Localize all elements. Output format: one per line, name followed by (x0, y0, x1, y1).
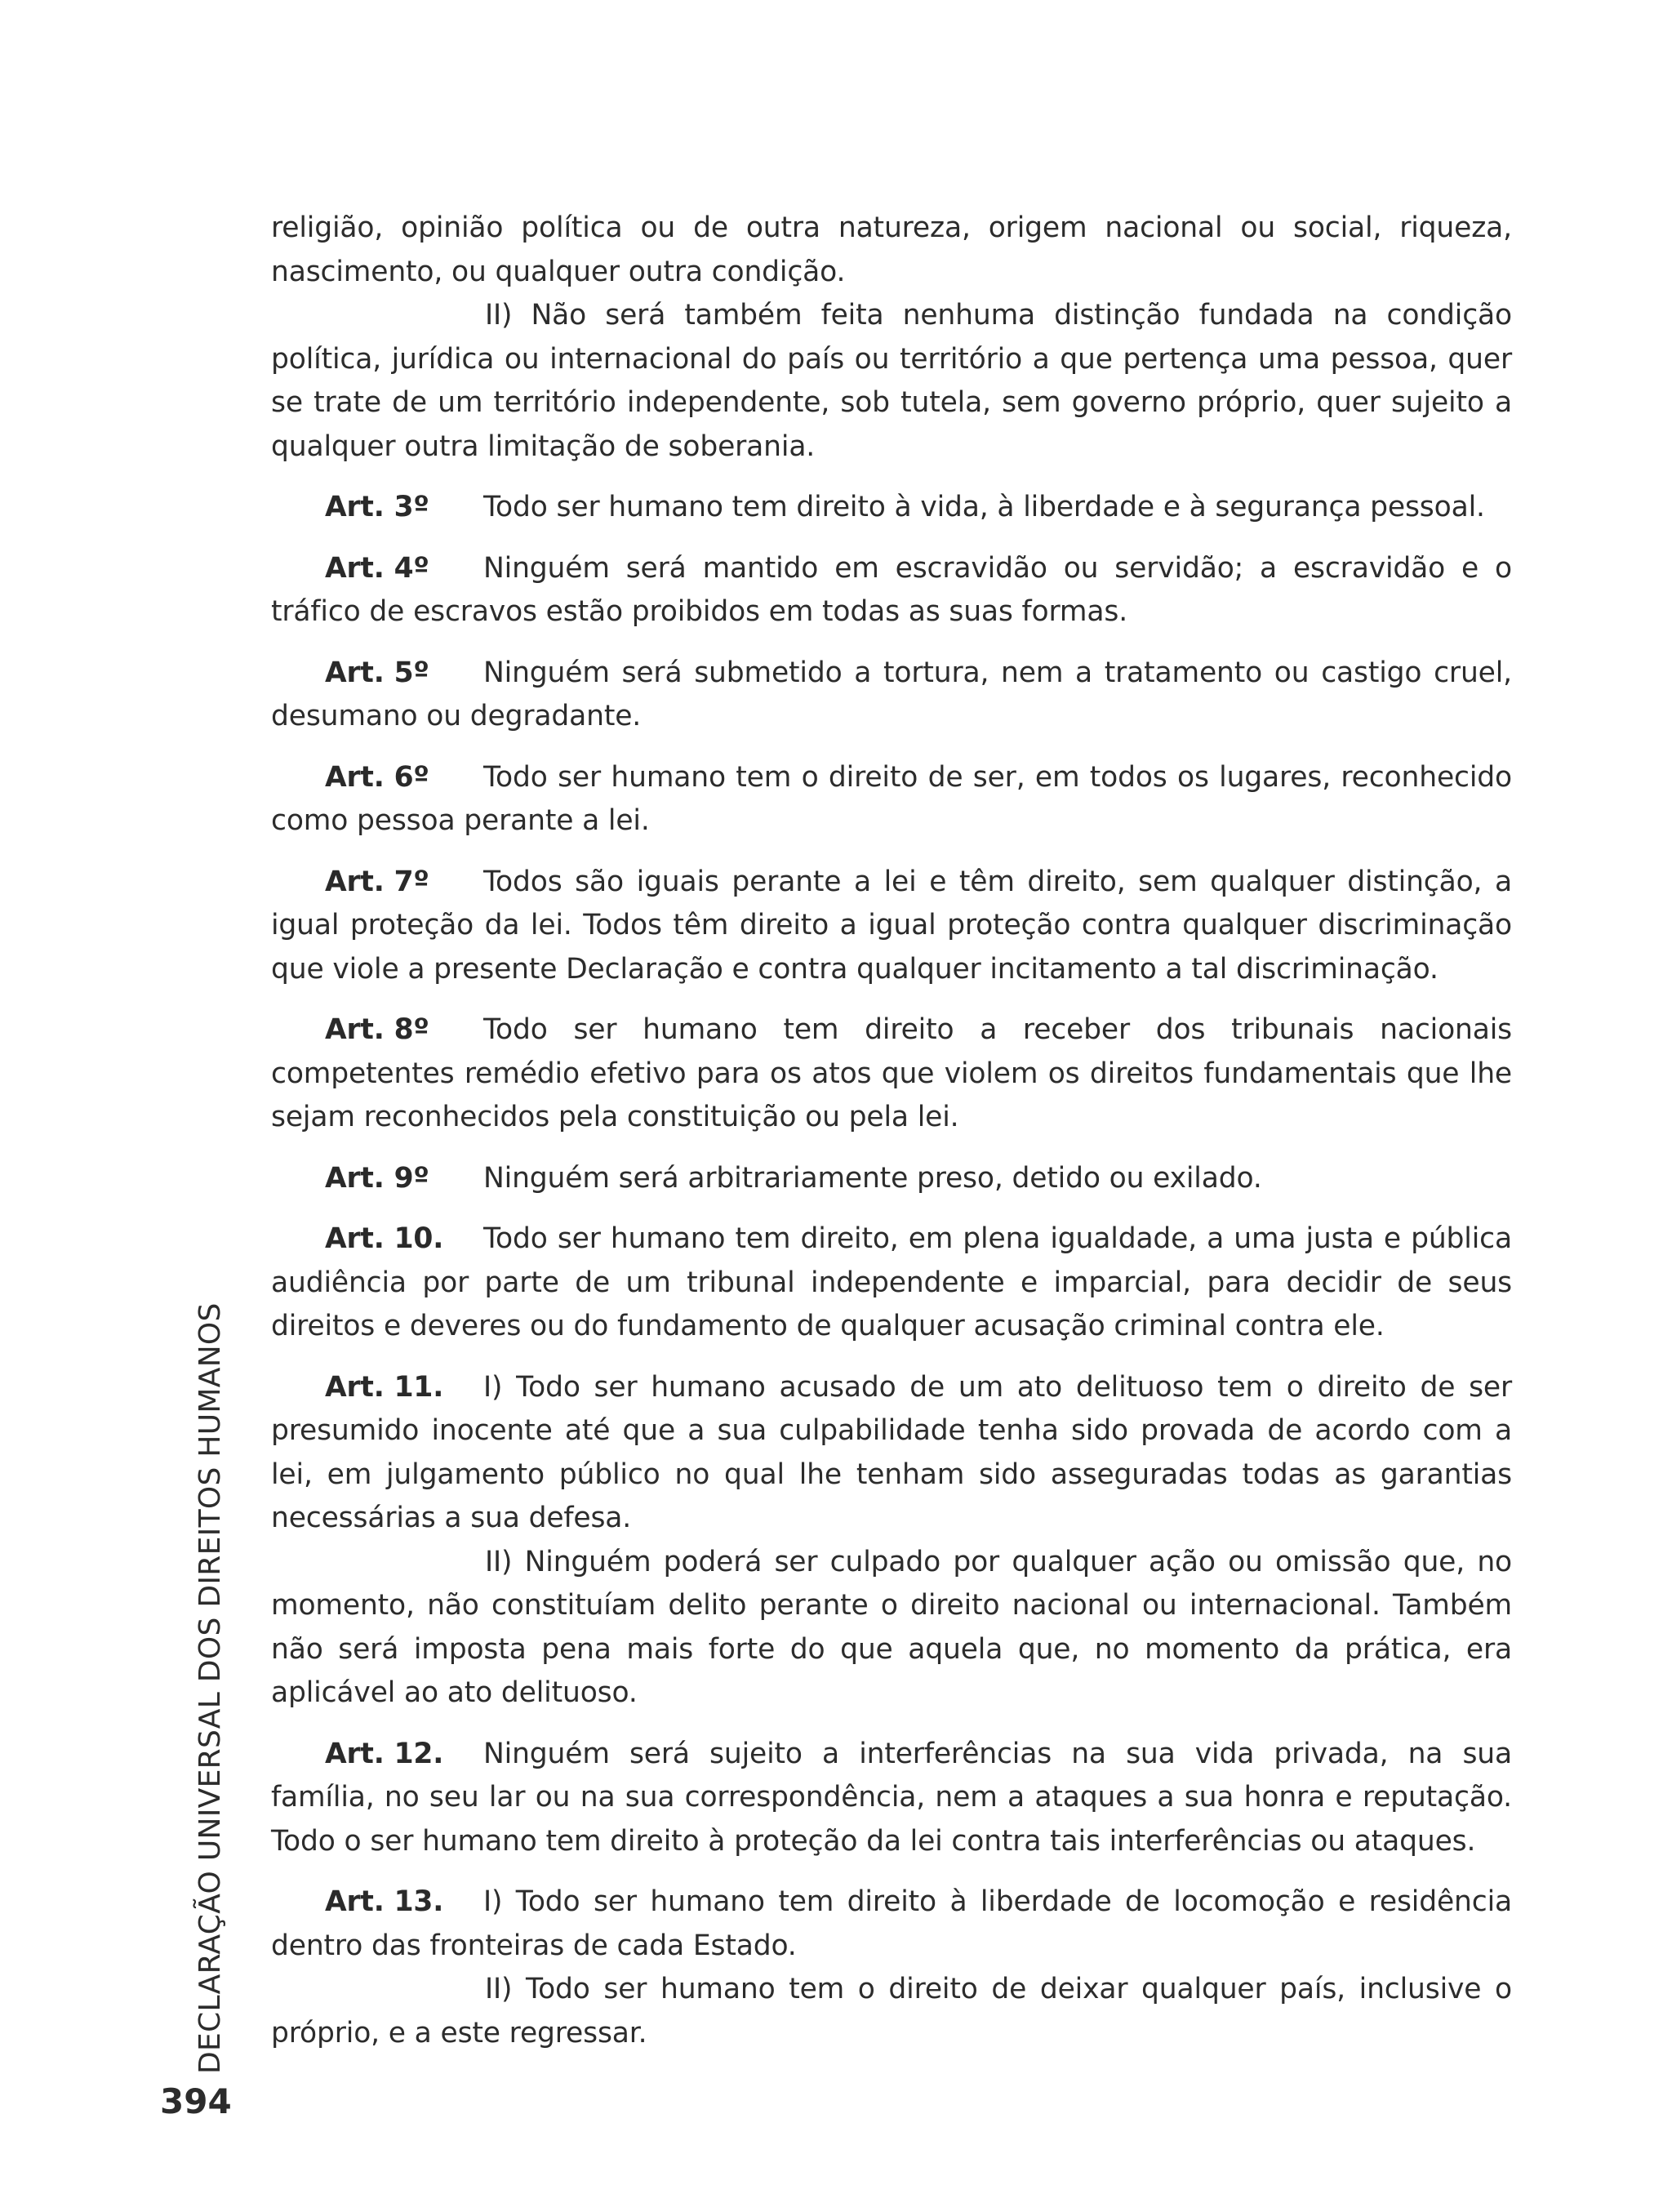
article-text: I) Todo ser humano tem direito à liberdade de locomoção e residência dentro das fronteiras de cada Estado. (271, 1885, 1512, 1962)
article-text: Ninguém será mantido em escravidão ou servidão; a escravidão e o tráfico de escravos estão proibidos em todas as suas formas. (271, 551, 1512, 628)
article-text: Todo ser humano tem direito à vida, à liberdade e à segurança pessoal. (483, 491, 1485, 523)
paragraph-text: II) Ninguém poderá ser culpado por qualquer ação ou omissão que, no momento, não constituíam delito perante o direito nacional ou internacional. Também não será imposta pena mais forte do que aquela que, no momento da prática, era aplicável ao ato delituoso. (271, 1545, 1512, 1709)
article-label: Art. 7º (325, 865, 429, 898)
article-9 (271, 1157, 1512, 1201)
article-text: Todo ser humano tem o direito de ser, em todos os lugares, reconhecido como pessoa perante a lei. (271, 760, 1512, 837)
article-13-subsection (271, 1968, 1512, 2055)
article-6 (271, 756, 1512, 843)
article-text: Ninguém será arbitrariamente preso, detido ou exilado. (483, 1161, 1262, 1195)
article-label: Art. 8º (325, 1013, 429, 1046)
article-text: Todo ser humano tem direito, em plena igualdade, a uma justa e pública audiência por parte de um tribunal independente e imparcial, para decidir de seus direitos e deveres ou do fundamento de qualquer acusação criminal contra ele. (271, 1222, 1512, 1342)
article-12 (271, 1733, 1512, 1864)
paragraph-continuation (271, 207, 1512, 294)
article-label: Art. 3º (325, 491, 429, 523)
article-label: Art. 10. (325, 1222, 444, 1255)
page-number: 394 (160, 2081, 232, 2121)
paragraph-text: II) Todo ser humano tem o direito de deixar qualquer país, inclusive o próprio, e a este regressar. (271, 1973, 1512, 2050)
article-label: Art. 4º (325, 551, 429, 585)
article-label: Art. 12. (325, 1737, 444, 1770)
paragraph-text: II) Não será também feita nenhuma distinção fundada na condição política, jurídica ou internacional do país ou território a que pertença uma pessoa, quer se trate de um território independente, sob tutela, sem governo próprio, quer sujeito a qualquer outra limitação de soberania. (271, 299, 1512, 463)
article-3 (271, 486, 1512, 530)
article-11-subsection (271, 1541, 1512, 1716)
article-label: Art. 6º (325, 760, 429, 794)
article-11 (271, 1366, 1512, 1541)
article-text: Todos são iguais perante a lei e têm direito, sem qualquer distinção, a igual proteção da lei. Todos têm direito a igual proteção contra qualquer discriminação que viole a presente Declaração e contra qualquer incitamento a tal discriminação. (271, 865, 1512, 986)
article-8 (271, 1008, 1512, 1140)
article-label: Art. 13. (325, 1885, 444, 1918)
article-text: Todo ser humano tem direito a receber dos tribunais nacionais competentes remédio efetivo para os atos que violem os direitos fundamentais que lhe sejam reconhecidos pela constituição ou pela lei. (271, 1013, 1512, 1133)
article-text: Ninguém será sujeito a interferências na sua vida privada, na sua família, no seu lar ou na sua correspondência, nem a ataques a sua honra e reputação. Todo o ser humano tem direito à proteção da lei contra tais interferências ou ataques. (271, 1737, 1512, 1858)
paragraph-text: religião, opinião política ou de outra natureza, origem nacional ou social, riqueza, nascimento, ou qualquer outra condição. (271, 211, 1512, 288)
article-label: Art. 9º (325, 1161, 429, 1195)
body-text (271, 207, 1512, 2055)
article-13 (271, 1880, 1512, 1968)
article-label: Art. 5º (325, 656, 429, 689)
article-10 (271, 1217, 1512, 1349)
running-title: DECLARAÇÃO UNIVERSAL DOS DIREITOS HUMANOS (193, 1302, 227, 2074)
article-4 (271, 547, 1512, 634)
article-text: Ninguém será submetido a tortura, nem a tratamento ou castigo cruel, desumano ou degradante. (271, 656, 1512, 732)
article-label: Art. 11. (325, 1370, 444, 1404)
article-text: I) Todo ser humano acusado de um ato delituoso tem o direito de ser presumido inocente até que a sua culpabilidade tenha sido provada de acordo com a lei, em julgamento público no qual lhe tenham sido asseguradas todas as garantias necessárias a sua defesa. (271, 1370, 1512, 1534)
article-7 (271, 861, 1512, 992)
article-5 (271, 652, 1512, 739)
paragraph-subsection (271, 294, 1512, 469)
